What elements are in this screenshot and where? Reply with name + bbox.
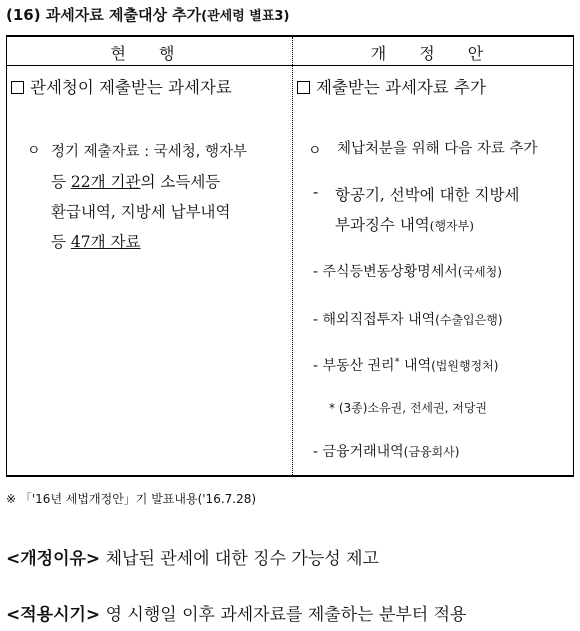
revised-heading: 제출받는 과세자료 추가 xyxy=(297,73,486,103)
revised-item-4: - 부동산 권리* 내역(법원행정처) xyxy=(313,356,499,374)
table-header-row xyxy=(7,37,573,66)
effective-line xyxy=(6,600,466,625)
reason-label: <개정이유> xyxy=(6,549,101,569)
underlined-47-items: 47개 자료 xyxy=(70,233,141,251)
dash-1: - xyxy=(313,183,319,201)
section-title-main: (16) 과세자료 제출대상 추가 xyxy=(6,6,202,24)
checkbox-square-icon xyxy=(297,81,310,94)
revised-item-3: - 해외직접투자 내역(수출입은행) xyxy=(313,312,503,328)
checkbox-square-icon xyxy=(11,81,24,94)
column-divider xyxy=(292,37,293,475)
effective-text: 영 시행일 이후 과세자료를 제출하는 분부터 적용 xyxy=(105,605,467,625)
footnote: ※ 「'16년 세법개정안」기 발표내용('16.7.28) xyxy=(6,492,257,506)
current-heading: 관세청이 제출받는 과세자료 xyxy=(11,73,232,103)
underlined-22-agencies: 22개 기관 xyxy=(70,173,141,191)
revised-item-2: - 주식등변동상황명세서(국세청) xyxy=(313,264,502,280)
bullet-circle-icon: ㅇ xyxy=(308,143,322,159)
section-title-sub: (관세령 별표3) xyxy=(201,9,290,24)
effective-label: <적용시기> xyxy=(6,605,101,625)
reason-line xyxy=(6,544,379,569)
revised-item-1-line-2: 부과징수 내역(행자부) xyxy=(335,216,474,234)
comparison-table xyxy=(6,35,574,477)
current-line-4: 등 47개 자료 xyxy=(51,233,141,251)
reason-text: 체납된 관세에 대한 징수 가능성 제고 xyxy=(105,549,379,569)
header-current: 현 행 xyxy=(110,44,189,63)
revised-item-5: - 금융거래내역(금융회사) xyxy=(313,444,460,460)
current-line-3: 환급내역, 지방세 납부내역 xyxy=(51,203,231,221)
revised-main: 체납처분을 위해 다음 자료 추가 xyxy=(337,141,538,157)
revised-note: * (3종)소유권, 전세권, 저당권 xyxy=(329,401,488,415)
current-line-1: 정기 제출자료 : 국세청, 행자부 xyxy=(51,144,248,160)
current-line-2: 등 22개 기관의 소득세등 xyxy=(51,173,221,191)
current-body xyxy=(51,137,287,257)
header-revised: 개 정 안 xyxy=(370,44,498,63)
section-title xyxy=(6,4,289,25)
revised-item-1-line-1: 항공기, 선박에 대한 지방세 xyxy=(335,186,520,204)
bullet-circle-icon: ㅇ xyxy=(27,143,41,159)
